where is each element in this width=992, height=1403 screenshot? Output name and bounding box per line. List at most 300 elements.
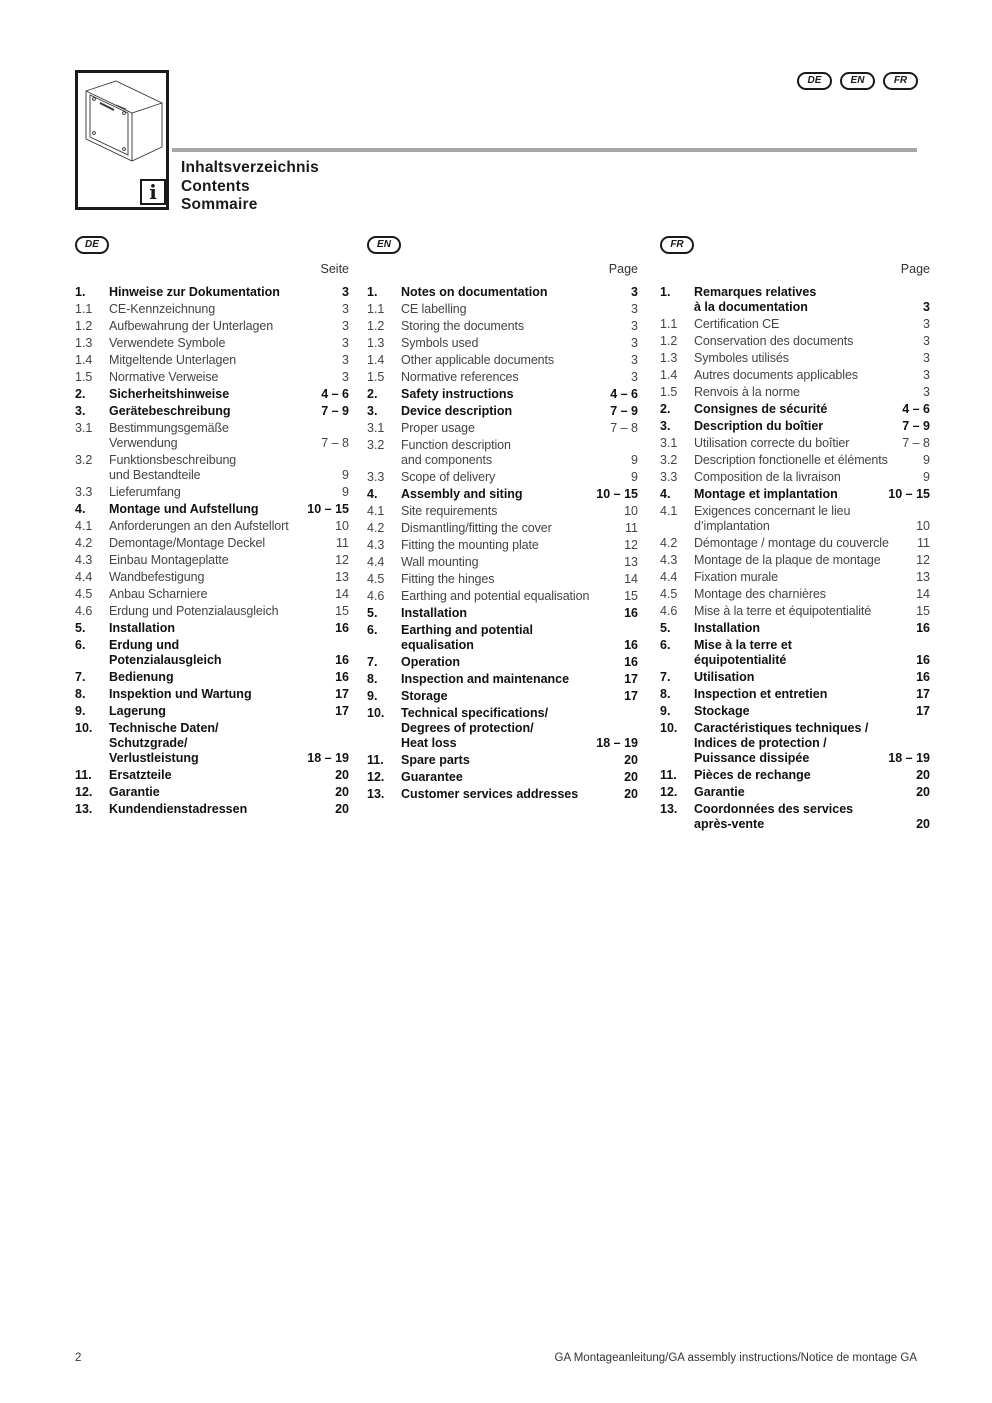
toc-entry[interactable] <box>367 470 638 485</box>
toc-entry-page: 12 <box>335 553 349 567</box>
toc-entry-number: 4.4 <box>367 555 385 569</box>
toc-entry[interactable] <box>367 370 638 385</box>
toc-entry-number: 1.3 <box>367 336 385 350</box>
toc-entry[interactable] <box>367 706 638 751</box>
toc-entry-title: Description du boîtier <box>694 419 824 433</box>
toc-entry-number: 1.4 <box>75 353 93 367</box>
toc-entry[interactable] <box>75 785 349 800</box>
toc-entry-title: Anbau Scharniere <box>109 587 208 601</box>
toc-entry-title: Renvois à la norme <box>694 385 800 399</box>
toc-entry-title: Storing the documents <box>401 319 524 333</box>
toc-entry-title: Lagerung <box>109 704 166 718</box>
toc-entry-page: 3 <box>631 336 638 350</box>
toc-entry-page: 20 <box>335 785 349 799</box>
toc-entry-page: 3 <box>631 353 638 367</box>
toc-entry[interactable] <box>367 487 638 502</box>
toc-entry-page: 16 <box>335 670 349 684</box>
toc-entry[interactable] <box>367 353 638 368</box>
toc-entry-page: 3 <box>923 317 930 331</box>
toc-entry[interactable] <box>75 721 349 766</box>
toc-entry[interactable] <box>367 689 638 704</box>
toc-entry-page: 7 – 8 <box>902 436 930 450</box>
toc-entry-number: 9. <box>367 689 378 703</box>
toc-entry-number: 3.2 <box>367 438 385 452</box>
toc-entry[interactable] <box>660 385 930 400</box>
toc-entry[interactable] <box>367 319 638 334</box>
toc-entry-title: Montage de la plaque de montage <box>694 553 881 567</box>
toc-entry-title: Montage et implantation <box>694 487 838 501</box>
toc-entry-title: Fitting the mounting plate <box>401 538 539 552</box>
toc-entry[interactable] <box>75 302 349 317</box>
toc-entry-number: 3.3 <box>367 470 385 484</box>
toc-entry-title: Utilisation correcte du boîtier <box>694 436 850 450</box>
toc-entry[interactable] <box>660 704 930 719</box>
toc-entry[interactable] <box>75 704 349 719</box>
toc-entry-page: 10 – 15 <box>307 502 349 516</box>
toc-entry-title: Funktionsbeschreibung und Bestandteile <box>109 453 237 482</box>
toc-entry-title: Device description <box>401 404 513 418</box>
toc-entry-title: Inspection et entretien <box>694 687 828 701</box>
toc-column-fr <box>660 236 930 834</box>
toc-entry-page: 16 <box>624 655 638 669</box>
toc-entry-page: 9 <box>342 485 349 499</box>
toc-entry-number: 2. <box>367 387 378 401</box>
toc-entry-number: 9. <box>660 704 671 718</box>
toc-entry[interactable] <box>367 404 638 419</box>
toc-entry-page: 16 <box>624 606 638 620</box>
toc-entry[interactable] <box>75 768 349 783</box>
toc-entry-number: 13. <box>75 802 93 816</box>
toc-entry-title: Symboles utilisés <box>694 351 789 365</box>
toc-entry-number: 1.1 <box>75 302 93 316</box>
toc-entry-page: 3 <box>631 370 638 384</box>
toc-entry-page: 20 <box>624 787 638 801</box>
toc-entry-list <box>660 285 930 832</box>
toc-entry-title: Dismantling/fitting the cover <box>401 521 552 535</box>
toc-entry-title: Installation <box>694 621 760 635</box>
column-language-badge: DE <box>75 236 109 254</box>
toc-entry-title: Ersatzteile <box>109 768 172 782</box>
toc-entry-title: Einbau Montageplatte <box>109 553 229 567</box>
toc-entry-number: 4.4 <box>75 570 93 584</box>
toc-entry-title: Erdung und Potenzialausgleich <box>109 604 279 618</box>
toc-entry-number: 1.2 <box>75 319 93 333</box>
toc-entry[interactable] <box>75 670 349 685</box>
toc-entry-number: 7. <box>75 670 86 684</box>
toc-entry[interactable] <box>75 570 349 585</box>
toc-entry-page: 7 – 8 <box>321 436 349 450</box>
toc-entry[interactable] <box>660 285 930 315</box>
language-badge-fr: FR <box>883 72 918 90</box>
toc-entry-title: Bestimmungsgemäße Verwendung <box>109 421 229 450</box>
toc-entry-number: 1.1 <box>367 302 385 316</box>
toc-entry[interactable] <box>75 587 349 602</box>
toc-entry-title: Montage und Aufstellung <box>109 502 259 516</box>
toc-entry-page: 20 <box>624 753 638 767</box>
toc-entry-title: Wandbefestigung <box>109 570 205 584</box>
toc-entry-page: 9 <box>923 453 930 467</box>
toc-entry-number: 4.5 <box>660 587 678 601</box>
toc-entry-number: 10. <box>660 721 678 735</box>
toc-entry-page: 9 <box>631 453 638 467</box>
page-number: 2 <box>75 1352 82 1364</box>
title-line-fr: Sommaire <box>181 196 258 213</box>
toc-entry-title: Function description and components <box>401 438 511 467</box>
toc-entry-number: 1.3 <box>660 351 678 365</box>
toc-entry-page: 7 – 9 <box>902 419 930 433</box>
column-language-badge: FR <box>660 236 694 254</box>
toc-entry-number: 4. <box>75 502 86 516</box>
toc-entry-number: 4.5 <box>75 587 93 601</box>
toc-entry-page: 11 <box>336 536 349 550</box>
toc-entry-page: 3 <box>342 370 349 384</box>
toc-entry-page: 15 <box>624 589 638 603</box>
toc-entry-number: 3.1 <box>367 421 385 435</box>
toc-entry-page: 14 <box>335 587 349 601</box>
toc-entry[interactable] <box>367 421 638 436</box>
toc-entry-title: Gerätebeschreibung <box>109 404 231 418</box>
toc-entry-title: Conservation des documents <box>694 334 854 348</box>
toc-entry-number: 10. <box>367 706 385 720</box>
toc-entry-page: 7 – 9 <box>321 404 349 418</box>
toc-entry[interactable] <box>75 453 349 483</box>
toc-entry[interactable] <box>367 438 638 468</box>
toc-entry-number: 4.3 <box>75 553 93 567</box>
toc-entry-number: 3.3 <box>75 485 93 499</box>
toc-entry-page: 3 <box>923 368 930 382</box>
toc-entry-title: Mise à la terre et équipotentialité <box>694 604 872 618</box>
toc-entry-number: 1.1 <box>660 317 678 331</box>
toc-entry-page: 16 <box>916 670 930 684</box>
toc-entry-title: Hinweise zur Dokumentation <box>109 285 280 299</box>
toc-entry-title: Erdung und Potenzialausgleich <box>109 638 222 667</box>
toc-entry-title: Coordonnées des services après-vente <box>694 802 854 831</box>
toc-entry-page: 20 <box>916 768 930 782</box>
toc-entry-title: Démontage / montage du couvercle <box>694 536 889 550</box>
toc-entry-page: 16 <box>335 653 349 667</box>
toc-entry-title: Inspection and maintenance <box>401 672 570 686</box>
toc-entry-number: 3.2 <box>660 453 678 467</box>
toc-entry[interactable] <box>660 553 930 568</box>
toc-entry-number: 11. <box>75 768 92 782</box>
product-illustration <box>75 70 169 210</box>
toc-entry-title: Exigences concernant le lieu d’implantation <box>694 504 851 533</box>
toc-entry[interactable] <box>660 536 930 551</box>
toc-entry-title: Stockage <box>694 704 750 718</box>
toc-entry-page: 12 <box>916 553 930 567</box>
toc-entry-page: 3 <box>923 385 930 399</box>
toc-entry[interactable] <box>75 336 349 351</box>
toc-entry-page: 9 <box>631 470 638 484</box>
toc-entry-title: CE-Kennzeichnung <box>109 302 216 316</box>
language-badge-en: EN <box>840 72 875 90</box>
toc-entry-page: 3 <box>923 334 930 348</box>
toc-entry-page: 3 <box>631 285 638 299</box>
toc-entry-list <box>75 285 349 817</box>
toc-entry-number: 4.2 <box>367 521 385 535</box>
toc-entry[interactable] <box>75 285 349 300</box>
toc-entry[interactable] <box>75 319 349 334</box>
toc-entry-number: 5. <box>75 621 86 635</box>
toc-entry-page: 17 <box>335 704 349 718</box>
toc-entry-title: Operation <box>401 655 461 669</box>
toc-entry-number: 8. <box>660 687 671 701</box>
toc-entry-page: 14 <box>624 572 638 586</box>
toc-entry-page: 4 – 6 <box>610 387 638 401</box>
toc-entry[interactable] <box>660 436 930 451</box>
toc-entry-number: 8. <box>367 672 378 686</box>
toc-entry[interactable] <box>367 504 638 519</box>
toc-entry-title: Customer services addresses <box>401 787 579 801</box>
toc-entry-title: Scope of delivery <box>401 470 496 484</box>
toc-entry-title: Demontage/Montage Deckel <box>109 536 266 550</box>
toc-entry-page: 20 <box>624 770 638 784</box>
toc-entry-page: 11 <box>917 536 930 550</box>
toc-entry-number: 1.2 <box>367 319 385 333</box>
toc-entry-title: Fitting the hinges <box>401 572 495 586</box>
toc-entry[interactable] <box>367 589 638 604</box>
toc-entry-number: 8. <box>75 687 86 701</box>
toc-entry-number: 1. <box>660 285 671 299</box>
toc-entry-title: Certification CE <box>694 317 780 331</box>
toc-entry-title: Normative references <box>401 370 519 384</box>
toc-entry[interactable] <box>75 621 349 636</box>
toc-entry-title: Normative Verweise <box>109 370 219 384</box>
toc-entry-page: 17 <box>916 704 930 718</box>
toc-entry-title: Assembly and siting <box>401 487 523 501</box>
toc-entry-title: Autres documents applicables <box>694 368 858 382</box>
toc-entry-title: Caractéristiques techniques / Indices de protection / Puissance dissipée <box>694 721 869 765</box>
toc-entry-title: CE labelling <box>401 302 467 316</box>
toc-entry[interactable] <box>367 538 638 553</box>
toc-entry[interactable] <box>660 368 930 383</box>
toc-entry-number: 3.3 <box>660 470 678 484</box>
toc-entry-title: Safety instructions <box>401 387 514 401</box>
toc-entry-page: 3 <box>342 353 349 367</box>
toc-entry-page: 10 <box>916 519 930 533</box>
toc-entry-number: 1.5 <box>367 370 385 384</box>
toc-entry[interactable] <box>75 802 349 817</box>
toc-entry-number: 10. <box>75 721 93 735</box>
toc-entry-number: 9. <box>75 704 86 718</box>
toc-entry-page: 13 <box>335 570 349 584</box>
toc-entry-number: 1.2 <box>660 334 678 348</box>
toc-entry-number: 4.3 <box>367 538 385 552</box>
toc-entry-number: 11. <box>660 768 677 782</box>
toc-entry-number: 3.2 <box>75 453 93 467</box>
toc-entry-number: 6. <box>660 638 671 652</box>
toc-entry-page: 15 <box>335 604 349 618</box>
header-divider <box>172 148 917 152</box>
toc-entry-number: 5. <box>367 606 378 620</box>
toc-entry[interactable] <box>75 387 349 402</box>
toc-entry[interactable] <box>660 687 930 702</box>
toc-entry-number: 1. <box>367 285 378 299</box>
toc-entry-title: Earthing and potential equalisation <box>401 589 590 603</box>
page-column-header: Page <box>608 262 638 276</box>
toc-entry-number: 2. <box>660 402 671 416</box>
toc-entry-page: 18 – 19 <box>596 736 638 750</box>
toc-entry[interactable] <box>660 587 930 602</box>
toc-entry-title: Garantie <box>694 785 745 799</box>
title-line-en: Contents <box>181 177 250 195</box>
toc-entry-page: 7 – 8 <box>610 421 638 435</box>
language-badge-de: DE <box>797 72 832 90</box>
toc-entry-title: Montage des charnières <box>694 587 826 601</box>
toc-entry[interactable] <box>75 485 349 500</box>
toc-entry-number: 7. <box>660 670 671 684</box>
toc-entry-page: 17 <box>916 687 930 701</box>
toc-entry[interactable] <box>75 502 349 517</box>
toc-entry-page: 10 <box>624 504 638 518</box>
toc-entry-title: Fixation murale <box>694 570 778 584</box>
toc-entry-title: Technical specifications/ Degrees of protection/ Heat loss <box>401 706 549 750</box>
toc-entry-title: Anforderungen an den Aufstellort <box>109 519 289 533</box>
toc-entry[interactable] <box>367 336 638 351</box>
toc-entry[interactable] <box>75 353 349 368</box>
toc-entry-page: 17 <box>624 689 638 703</box>
toc-entry[interactable] <box>75 519 349 534</box>
toc-entry-page: 3 <box>923 300 930 314</box>
toc-entry[interactable] <box>75 421 349 451</box>
toc-entry[interactable] <box>660 402 930 417</box>
toc-entry-title: Spare parts <box>401 753 470 767</box>
toc-entry-number: 7. <box>367 655 378 669</box>
toc-entry-title: Technische Daten/ Schutzgrade/ Verlustleistung <box>109 721 219 765</box>
toc-entry-number: 1.4 <box>367 353 385 367</box>
toc-entry-title: Lieferumfang <box>109 485 181 499</box>
toc-entry-title: Garantie <box>109 785 160 799</box>
toc-entry[interactable] <box>660 351 930 366</box>
toc-entry-page: 13 <box>624 555 638 569</box>
document-title-footer: GA Montageanleitung/GA assembly instructions/Notice de montage GA <box>554 1352 917 1364</box>
toc-entry-page: 10 <box>335 519 349 533</box>
toc-entry-page: 17 <box>335 687 349 701</box>
toc-entry[interactable] <box>660 317 930 332</box>
toc-entry-title: Storage <box>401 689 448 703</box>
toc-entry-page: 16 <box>916 653 930 667</box>
toc-entry[interactable] <box>367 753 638 768</box>
toc-entry[interactable] <box>660 768 930 783</box>
toc-entry-page: 10 – 15 <box>888 487 930 501</box>
toc-entry[interactable] <box>75 638 349 668</box>
toc-entry[interactable] <box>367 787 638 802</box>
toc-entry-number: 4.4 <box>660 570 678 584</box>
toc-entry-page: 12 <box>624 538 638 552</box>
toc-entry[interactable] <box>367 770 638 785</box>
toc-entry[interactable] <box>660 638 930 668</box>
toc-entry-number: 3.1 <box>660 436 678 450</box>
toc-entry-number: 4.1 <box>367 504 385 518</box>
toc-entry-title: Site requirements <box>401 504 498 518</box>
toc-entry-number: 4.6 <box>367 589 385 603</box>
toc-entry-page: 16 <box>624 638 638 652</box>
toc-entry[interactable] <box>367 655 638 670</box>
toc-entry-title: Pièces de rechange <box>694 768 811 782</box>
toc-entry[interactable] <box>75 370 349 385</box>
info-icon: i <box>140 179 166 205</box>
toc-entry-page: 20 <box>916 817 930 831</box>
toc-entry-title: Inspektion und Wartung <box>109 687 252 701</box>
toc-entry-number: 4.6 <box>75 604 93 618</box>
toc-entry[interactable] <box>367 606 638 621</box>
toc-entry[interactable] <box>75 553 349 568</box>
toc-entry[interactable] <box>75 536 349 551</box>
page-column-header: Page <box>900 262 930 276</box>
toc-entry-page: 14 <box>916 587 930 601</box>
toc-entry-page: 16 <box>916 621 930 635</box>
toc-entry[interactable] <box>660 487 930 502</box>
toc-entry[interactable] <box>367 302 638 317</box>
toc-entry[interactable] <box>660 802 930 832</box>
toc-entry[interactable] <box>660 670 930 685</box>
toc-entry[interactable] <box>367 672 638 687</box>
toc-entry-title: Mitgeltende Unterlagen <box>109 353 237 367</box>
toc-entry[interactable] <box>367 555 638 570</box>
page-title <box>181 159 319 215</box>
toc-entry[interactable] <box>660 621 930 636</box>
toc-entry-title: Wall mounting <box>401 555 479 569</box>
toc-entry[interactable] <box>367 387 638 402</box>
toc-entry-number: 12. <box>367 770 385 784</box>
toc-entry-page: 20 <box>916 785 930 799</box>
toc-entry-title: Installation <box>401 606 467 620</box>
toc-entry[interactable] <box>660 470 930 485</box>
toc-entry-number: 4. <box>660 487 671 501</box>
toc-entry-number: 4.5 <box>367 572 385 586</box>
toc-entry[interactable] <box>660 785 930 800</box>
toc-entry[interactable] <box>367 285 638 300</box>
toc-entry[interactable] <box>660 453 930 468</box>
toc-entry-number: 6. <box>75 638 86 652</box>
toc-entry[interactable] <box>660 604 930 619</box>
toc-entry-number: 4.6 <box>660 604 678 618</box>
toc-entry-title: Mise à la terre et équipotentialité <box>694 638 792 667</box>
enclosure-drawing-icon <box>80 77 166 177</box>
toc-entry-title: Symbols used <box>401 336 479 350</box>
toc-entry-title: Guarantee <box>401 770 463 784</box>
toc-entry[interactable] <box>75 404 349 419</box>
toc-entry-page: 4 – 6 <box>902 402 930 416</box>
toc-entry-title: Kundendienstadressen <box>109 802 248 816</box>
toc-entry-number: 3. <box>75 404 86 418</box>
toc-entry-number: 13. <box>367 787 385 801</box>
toc-entry-page: 13 <box>916 570 930 584</box>
toc-entry[interactable] <box>75 687 349 702</box>
toc-entry-title: Utilisation <box>694 670 755 684</box>
toc-entry[interactable] <box>660 419 930 434</box>
toc-entry-title: Earthing and potential equalisation <box>401 623 533 652</box>
toc-entry-page: 3 <box>342 336 349 350</box>
toc-entry-page: 3 <box>631 319 638 333</box>
toc-entry-number: 4. <box>367 487 378 501</box>
toc-entry-page: 20 <box>335 768 349 782</box>
toc-entry-number: 12. <box>660 785 678 799</box>
toc-entry-page: 3 <box>342 302 349 316</box>
toc-entry[interactable] <box>660 721 930 766</box>
toc-entry[interactable] <box>660 570 930 585</box>
toc-entry[interactable] <box>660 334 930 349</box>
toc-entry-number: 4.1 <box>660 504 678 518</box>
toc-entry-number: 11. <box>367 753 384 767</box>
toc-entry-page: 7 – 9 <box>610 404 638 418</box>
toc-entry[interactable] <box>660 504 930 534</box>
toc-entry[interactable] <box>367 572 638 587</box>
toc-entry[interactable] <box>367 521 638 536</box>
toc-entry[interactable] <box>367 623 638 653</box>
toc-entry[interactable] <box>75 604 349 619</box>
toc-column-de <box>75 236 349 819</box>
